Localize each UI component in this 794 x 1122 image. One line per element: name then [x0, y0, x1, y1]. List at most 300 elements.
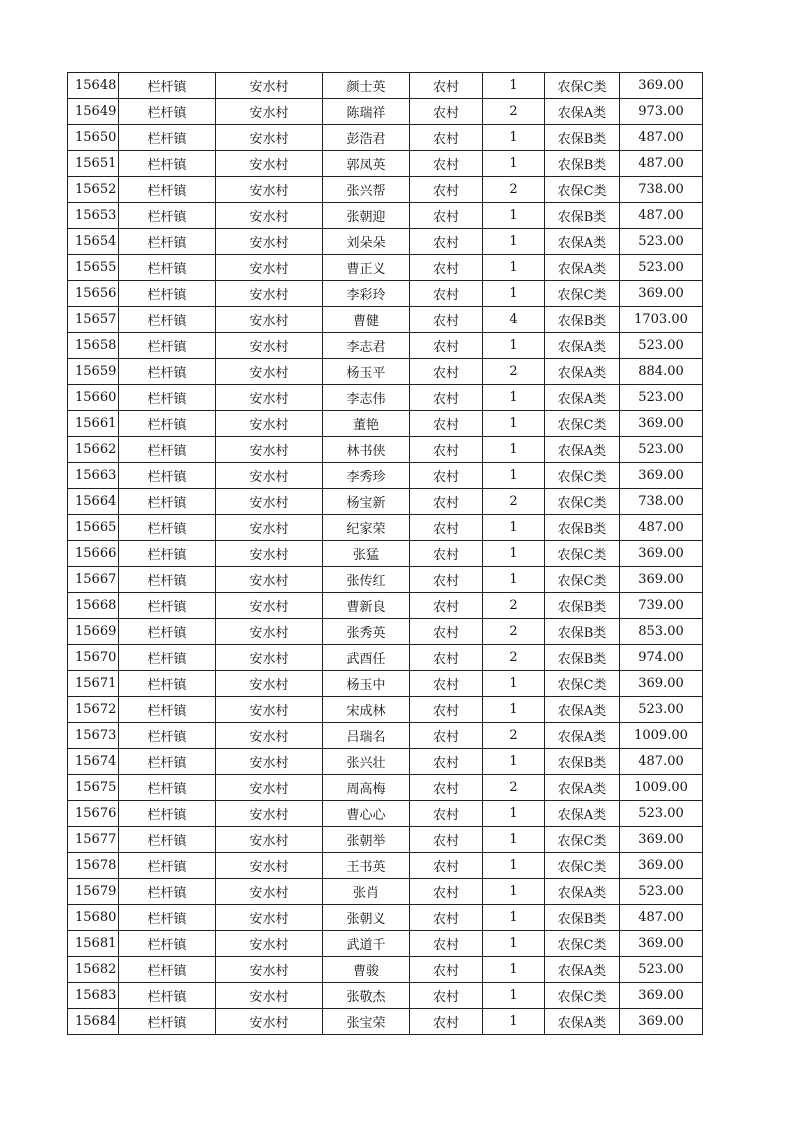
area-type-cell: 农村	[410, 749, 483, 775]
record-id-cell: 15669	[68, 619, 119, 645]
area-type-cell: 农村	[410, 515, 483, 541]
village-cell: 安水村	[216, 385, 323, 411]
amount-cell: 369.00	[620, 463, 703, 489]
count-cell: 1	[483, 385, 545, 411]
table-row	[68, 697, 703, 723]
area-type-cell: 农村	[410, 489, 483, 515]
record-id-cell: 15660	[68, 385, 119, 411]
name-cell: 曹正义	[323, 255, 410, 281]
amount-cell: 523.00	[620, 437, 703, 463]
record-id-cell: 15680	[68, 905, 119, 931]
record-id-cell: 15663	[68, 463, 119, 489]
count-cell: 1	[483, 255, 545, 281]
insurance-class-cell: 农保C类	[545, 853, 620, 879]
area-type-cell: 农村	[410, 333, 483, 359]
area-type-cell: 农村	[410, 307, 483, 333]
table-row	[68, 905, 703, 931]
name-cell: 王书英	[323, 853, 410, 879]
village-cell: 安水村	[216, 151, 323, 177]
town-cell: 栏杆镇	[119, 827, 216, 853]
town-cell: 栏杆镇	[119, 411, 216, 437]
town-cell: 栏杆镇	[119, 125, 216, 151]
count-cell: 2	[483, 619, 545, 645]
amount-cell: 369.00	[620, 1009, 703, 1035]
amount-cell: 369.00	[620, 411, 703, 437]
record-id-cell: 15684	[68, 1009, 119, 1035]
table-row	[68, 853, 703, 879]
insurance-class-cell: 农保B类	[545, 749, 620, 775]
insurance-class-cell: 农保B类	[545, 151, 620, 177]
amount-cell: 1009.00	[620, 723, 703, 749]
table-row	[68, 619, 703, 645]
amount-cell: 369.00	[620, 853, 703, 879]
insurance-class-cell: 农保C类	[545, 73, 620, 99]
name-cell: 武酉任	[323, 645, 410, 671]
town-cell: 栏杆镇	[119, 255, 216, 281]
record-id-cell: 15666	[68, 541, 119, 567]
town-cell: 栏杆镇	[119, 749, 216, 775]
count-cell: 1	[483, 1009, 545, 1035]
name-cell: 宋成林	[323, 697, 410, 723]
area-type-cell: 农村	[410, 879, 483, 905]
town-cell: 栏杆镇	[119, 619, 216, 645]
town-cell: 栏杆镇	[119, 177, 216, 203]
insurance-class-cell: 农保C类	[545, 411, 620, 437]
name-cell: 张兴壮	[323, 749, 410, 775]
area-type-cell: 农村	[410, 567, 483, 593]
area-type-cell: 农村	[410, 697, 483, 723]
table-row	[68, 515, 703, 541]
record-id-cell: 15649	[68, 99, 119, 125]
table-row	[68, 437, 703, 463]
record-id-cell: 15659	[68, 359, 119, 385]
name-cell: 张猛	[323, 541, 410, 567]
count-cell: 1	[483, 905, 545, 931]
record-id-cell: 15672	[68, 697, 119, 723]
record-id-cell: 15679	[68, 879, 119, 905]
amount-cell: 369.00	[620, 827, 703, 853]
village-cell: 安水村	[216, 541, 323, 567]
record-id-cell: 15662	[68, 437, 119, 463]
village-cell: 安水村	[216, 281, 323, 307]
insurance-class-cell: 农保C类	[545, 567, 620, 593]
insurance-class-cell: 农保C类	[545, 541, 620, 567]
amount-cell: 487.00	[620, 515, 703, 541]
amount-cell: 523.00	[620, 801, 703, 827]
town-cell: 栏杆镇	[119, 307, 216, 333]
name-cell: 张兴帮	[323, 177, 410, 203]
count-cell: 2	[483, 489, 545, 515]
amount-cell: 853.00	[620, 619, 703, 645]
town-cell: 栏杆镇	[119, 645, 216, 671]
insurance-class-cell: 农保A类	[545, 385, 620, 411]
town-cell: 栏杆镇	[119, 229, 216, 255]
area-type-cell: 农村	[410, 229, 483, 255]
area-type-cell: 农村	[410, 125, 483, 151]
amount-cell: 738.00	[620, 489, 703, 515]
amount-cell: 369.00	[620, 567, 703, 593]
count-cell: 1	[483, 671, 545, 697]
insurance-class-cell: 农保A类	[545, 437, 620, 463]
insurance-class-cell: 农保C类	[545, 463, 620, 489]
name-cell: 杨玉中	[323, 671, 410, 697]
record-id-cell: 15653	[68, 203, 119, 229]
village-cell: 安水村	[216, 983, 323, 1009]
town-cell: 栏杆镇	[119, 203, 216, 229]
table-row	[68, 645, 703, 671]
amount-cell: 739.00	[620, 593, 703, 619]
record-id-cell: 15651	[68, 151, 119, 177]
amount-cell: 523.00	[620, 229, 703, 255]
village-cell: 安水村	[216, 255, 323, 281]
record-id-cell: 15668	[68, 593, 119, 619]
count-cell: 1	[483, 541, 545, 567]
record-id-cell: 15655	[68, 255, 119, 281]
town-cell: 栏杆镇	[119, 151, 216, 177]
amount-cell: 738.00	[620, 177, 703, 203]
insurance-class-cell: 农保A类	[545, 99, 620, 125]
count-cell: 1	[483, 73, 545, 99]
village-cell: 安水村	[216, 905, 323, 931]
area-type-cell: 农村	[410, 151, 483, 177]
name-cell: 杨宝新	[323, 489, 410, 515]
record-id-cell: 15648	[68, 73, 119, 99]
town-cell: 栏杆镇	[119, 723, 216, 749]
area-type-cell: 农村	[410, 437, 483, 463]
area-type-cell: 农村	[410, 801, 483, 827]
record-id-cell: 15674	[68, 749, 119, 775]
record-id-cell: 15661	[68, 411, 119, 437]
amount-cell: 369.00	[620, 671, 703, 697]
name-cell: 周高梅	[323, 775, 410, 801]
name-cell: 李秀珍	[323, 463, 410, 489]
town-cell: 栏杆镇	[119, 333, 216, 359]
table-body	[68, 73, 703, 1035]
village-cell: 安水村	[216, 437, 323, 463]
town-cell: 栏杆镇	[119, 385, 216, 411]
village-cell: 安水村	[216, 307, 323, 333]
insurance-class-cell: 农保C类	[545, 489, 620, 515]
area-type-cell: 农村	[410, 359, 483, 385]
insurance-class-cell: 农保C类	[545, 983, 620, 1009]
insurance-class-cell: 农保A类	[545, 723, 620, 749]
area-type-cell: 农村	[410, 853, 483, 879]
name-cell: 张宝荣	[323, 1009, 410, 1035]
insurance-class-cell: 农保B类	[545, 645, 620, 671]
village-cell: 安水村	[216, 801, 323, 827]
table-row	[68, 749, 703, 775]
area-type-cell: 农村	[410, 671, 483, 697]
name-cell: 陈瑞祥	[323, 99, 410, 125]
village-cell: 安水村	[216, 619, 323, 645]
record-id-cell: 15654	[68, 229, 119, 255]
village-cell: 安水村	[216, 359, 323, 385]
village-cell: 安水村	[216, 723, 323, 749]
town-cell: 栏杆镇	[119, 931, 216, 957]
table-row	[68, 203, 703, 229]
amount-cell: 369.00	[620, 983, 703, 1009]
village-cell: 安水村	[216, 125, 323, 151]
village-cell: 安水村	[216, 879, 323, 905]
count-cell: 1	[483, 229, 545, 255]
insurance-class-cell: 农保A类	[545, 359, 620, 385]
amount-cell: 369.00	[620, 73, 703, 99]
village-cell: 安水村	[216, 697, 323, 723]
amount-cell: 487.00	[620, 151, 703, 177]
village-cell: 安水村	[216, 749, 323, 775]
table-row	[68, 359, 703, 385]
amount-cell: 487.00	[620, 125, 703, 151]
table-row	[68, 489, 703, 515]
amount-cell: 523.00	[620, 957, 703, 983]
area-type-cell: 农村	[410, 931, 483, 957]
table-row	[68, 151, 703, 177]
insurance-class-cell: 农保A类	[545, 333, 620, 359]
insurance-class-cell: 农保C类	[545, 931, 620, 957]
count-cell: 2	[483, 775, 545, 801]
count-cell: 1	[483, 749, 545, 775]
record-id-cell: 15665	[68, 515, 119, 541]
area-type-cell: 农村	[410, 775, 483, 801]
town-cell: 栏杆镇	[119, 463, 216, 489]
amount-cell: 523.00	[620, 333, 703, 359]
table-row	[68, 73, 703, 99]
insurance-class-cell: 农保C类	[545, 177, 620, 203]
insurance-class-cell: 农保B类	[545, 905, 620, 931]
name-cell: 郭凤英	[323, 151, 410, 177]
count-cell: 1	[483, 879, 545, 905]
village-cell: 安水村	[216, 411, 323, 437]
amount-cell: 369.00	[620, 931, 703, 957]
town-cell: 栏杆镇	[119, 567, 216, 593]
table-row	[68, 125, 703, 151]
record-id-cell: 15657	[68, 307, 119, 333]
record-id-cell: 15676	[68, 801, 119, 827]
count-cell: 1	[483, 151, 545, 177]
amount-cell: 523.00	[620, 697, 703, 723]
table-row	[68, 307, 703, 333]
area-type-cell: 农村	[410, 723, 483, 749]
table-row	[68, 827, 703, 853]
insurance-class-cell: 农保A类	[545, 1009, 620, 1035]
count-cell: 1	[483, 203, 545, 229]
record-id-cell: 15656	[68, 281, 119, 307]
area-type-cell: 农村	[410, 99, 483, 125]
amount-cell: 523.00	[620, 255, 703, 281]
town-cell: 栏杆镇	[119, 905, 216, 931]
name-cell: 彭浩君	[323, 125, 410, 151]
town-cell: 栏杆镇	[119, 593, 216, 619]
amount-cell: 369.00	[620, 281, 703, 307]
table-row	[68, 983, 703, 1009]
village-cell: 安水村	[216, 567, 323, 593]
town-cell: 栏杆镇	[119, 281, 216, 307]
name-cell: 张敬杰	[323, 983, 410, 1009]
record-id-cell: 15682	[68, 957, 119, 983]
count-cell: 1	[483, 281, 545, 307]
amount-cell: 884.00	[620, 359, 703, 385]
insurance-class-cell: 农保A类	[545, 229, 620, 255]
table-row	[68, 593, 703, 619]
table-row	[68, 801, 703, 827]
insurance-class-cell: 农保C类	[545, 827, 620, 853]
insurance-class-cell: 农保A类	[545, 957, 620, 983]
count-cell: 1	[483, 125, 545, 151]
amount-cell: 487.00	[620, 749, 703, 775]
record-id-cell: 15652	[68, 177, 119, 203]
village-cell: 安水村	[216, 515, 323, 541]
insurance-class-cell: 农保C类	[545, 671, 620, 697]
town-cell: 栏杆镇	[119, 541, 216, 567]
count-cell: 2	[483, 723, 545, 749]
name-cell: 曹新良	[323, 593, 410, 619]
count-cell: 1	[483, 437, 545, 463]
amount-cell: 973.00	[620, 99, 703, 125]
amount-cell: 1703.00	[620, 307, 703, 333]
records-table	[67, 72, 703, 1035]
name-cell: 张肖	[323, 879, 410, 905]
name-cell: 林书侠	[323, 437, 410, 463]
insurance-class-cell: 农保B类	[545, 515, 620, 541]
amount-cell: 1009.00	[620, 775, 703, 801]
village-cell: 安水村	[216, 177, 323, 203]
name-cell: 张朝义	[323, 905, 410, 931]
count-cell: 1	[483, 697, 545, 723]
table-row	[68, 229, 703, 255]
table-row	[68, 1009, 703, 1035]
table-row	[68, 541, 703, 567]
village-cell: 安水村	[216, 1009, 323, 1035]
count-cell: 1	[483, 931, 545, 957]
insurance-class-cell: 农保B类	[545, 203, 620, 229]
area-type-cell: 农村	[410, 255, 483, 281]
area-type-cell: 农村	[410, 827, 483, 853]
table-row	[68, 671, 703, 697]
table-row	[68, 879, 703, 905]
area-type-cell: 农村	[410, 203, 483, 229]
area-type-cell: 农村	[410, 645, 483, 671]
table-row	[68, 931, 703, 957]
record-id-cell: 15683	[68, 983, 119, 1009]
amount-cell: 974.00	[620, 645, 703, 671]
town-cell: 栏杆镇	[119, 775, 216, 801]
village-cell: 安水村	[216, 853, 323, 879]
record-id-cell: 15681	[68, 931, 119, 957]
town-cell: 栏杆镇	[119, 359, 216, 385]
village-cell: 安水村	[216, 333, 323, 359]
count-cell: 2	[483, 177, 545, 203]
table-row	[68, 775, 703, 801]
record-id-cell: 15664	[68, 489, 119, 515]
count-cell: 1	[483, 567, 545, 593]
table-row	[68, 255, 703, 281]
town-cell: 栏杆镇	[119, 1009, 216, 1035]
count-cell: 1	[483, 515, 545, 541]
record-id-cell: 15670	[68, 645, 119, 671]
record-id-cell: 15675	[68, 775, 119, 801]
area-type-cell: 农村	[410, 983, 483, 1009]
count-cell: 1	[483, 827, 545, 853]
area-type-cell: 农村	[410, 385, 483, 411]
name-cell: 曹心心	[323, 801, 410, 827]
area-type-cell: 农村	[410, 73, 483, 99]
count-cell: 1	[483, 853, 545, 879]
count-cell: 2	[483, 645, 545, 671]
area-type-cell: 农村	[410, 411, 483, 437]
name-cell: 李志君	[323, 333, 410, 359]
name-cell: 张朝举	[323, 827, 410, 853]
insurance-class-cell: 农保A类	[545, 879, 620, 905]
record-id-cell: 15650	[68, 125, 119, 151]
village-cell: 安水村	[216, 203, 323, 229]
village-cell: 安水村	[216, 229, 323, 255]
count-cell: 4	[483, 307, 545, 333]
name-cell: 吕瑞名	[323, 723, 410, 749]
area-type-cell: 农村	[410, 593, 483, 619]
town-cell: 栏杆镇	[119, 99, 216, 125]
village-cell: 安水村	[216, 827, 323, 853]
area-type-cell: 农村	[410, 281, 483, 307]
record-id-cell: 15678	[68, 853, 119, 879]
village-cell: 安水村	[216, 463, 323, 489]
area-type-cell: 农村	[410, 957, 483, 983]
record-id-cell: 15667	[68, 567, 119, 593]
name-cell: 张朝迎	[323, 203, 410, 229]
table-row	[68, 333, 703, 359]
town-cell: 栏杆镇	[119, 671, 216, 697]
insurance-class-cell: 农保A类	[545, 697, 620, 723]
count-cell: 1	[483, 411, 545, 437]
village-cell: 安水村	[216, 671, 323, 697]
area-type-cell: 农村	[410, 463, 483, 489]
table-row	[68, 385, 703, 411]
count-cell: 2	[483, 99, 545, 125]
town-cell: 栏杆镇	[119, 697, 216, 723]
record-id-cell: 15658	[68, 333, 119, 359]
name-cell: 李彩玲	[323, 281, 410, 307]
insurance-class-cell: 农保B类	[545, 307, 620, 333]
area-type-cell: 农村	[410, 619, 483, 645]
insurance-class-cell: 农保C类	[545, 281, 620, 307]
town-cell: 栏杆镇	[119, 983, 216, 1009]
town-cell: 栏杆镇	[119, 515, 216, 541]
village-cell: 安水村	[216, 775, 323, 801]
village-cell: 安水村	[216, 931, 323, 957]
amount-cell: 523.00	[620, 385, 703, 411]
insurance-class-cell: 农保A类	[545, 255, 620, 281]
village-cell: 安水村	[216, 489, 323, 515]
name-cell: 张秀英	[323, 619, 410, 645]
insurance-class-cell: 农保A类	[545, 801, 620, 827]
name-cell: 李志伟	[323, 385, 410, 411]
insurance-class-cell: 农保B类	[545, 619, 620, 645]
count-cell: 1	[483, 801, 545, 827]
town-cell: 栏杆镇	[119, 73, 216, 99]
record-id-cell: 15677	[68, 827, 119, 853]
record-id-cell: 15671	[68, 671, 119, 697]
name-cell: 曹骏	[323, 957, 410, 983]
name-cell: 武道千	[323, 931, 410, 957]
name-cell: 颜士英	[323, 73, 410, 99]
village-cell: 安水村	[216, 957, 323, 983]
table-row	[68, 281, 703, 307]
table-row	[68, 957, 703, 983]
town-cell: 栏杆镇	[119, 801, 216, 827]
insurance-class-cell: 农保B类	[545, 593, 620, 619]
village-cell: 安水村	[216, 73, 323, 99]
name-cell: 张传红	[323, 567, 410, 593]
name-cell: 董艳	[323, 411, 410, 437]
